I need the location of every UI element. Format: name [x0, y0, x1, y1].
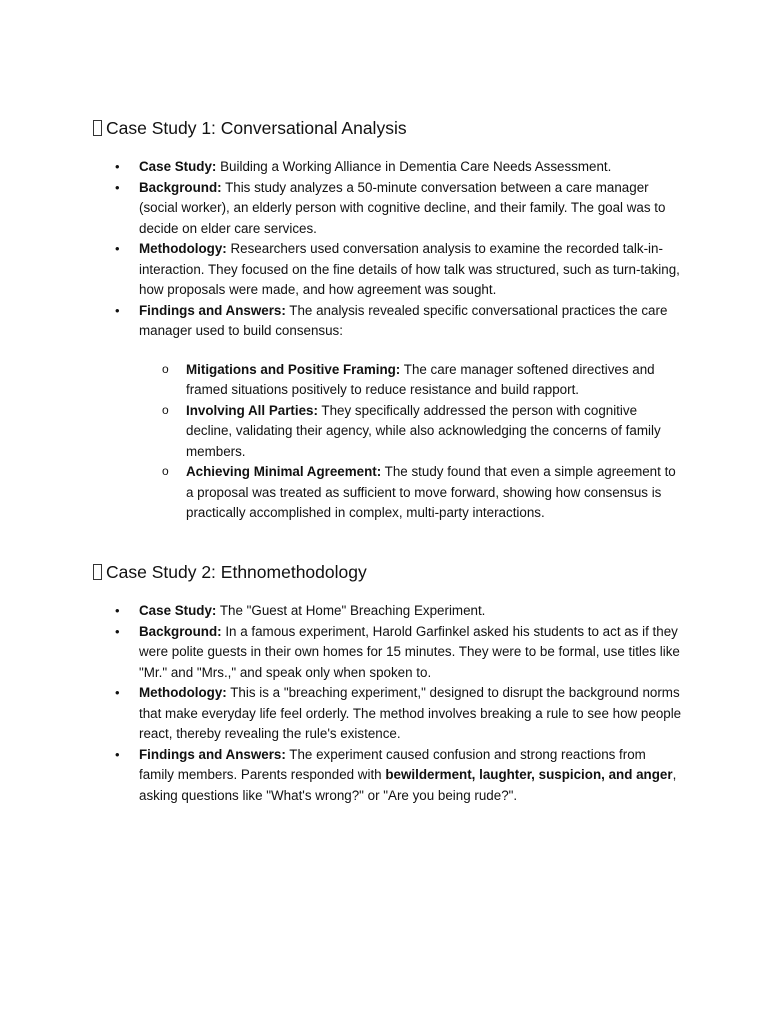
list-item	[139, 239, 683, 301]
case-study-1-section	[93, 116, 683, 524]
list-item	[139, 157, 683, 178]
item-text: In a famous experiment, Harold Garfinkel asked his students to act as if they were polite guests in their own homes for 15 minutes. They were to be formal, use titles like "Mr." and "Mrs.," and speak only when spoken to.	[139, 623, 680, 680]
sub-list-item	[186, 462, 683, 524]
missing-glyph-icon	[93, 120, 102, 136]
case-study-1-heading	[93, 116, 683, 140]
case-study-2-heading	[93, 560, 683, 584]
item-text: The experiment caused confusion and strong reactions from family members. Parents responded with	[139, 746, 646, 782]
sub-list-item	[186, 401, 683, 463]
heading-text: Case Study 2: Ethnomethodology	[106, 562, 367, 582]
subitem-label: Achieving Minimal Agreement:	[186, 464, 382, 479]
emphasis-text: bewilderment, laughter, suspicion, and anger	[385, 767, 673, 782]
item-label: Methodology:	[139, 241, 227, 256]
item-label: Background:	[139, 179, 222, 195]
item-text: This study analyzes a 50-minute conversation between a care manager (social worker), an elderly person with cognitive decline, and their family. The goal was to decide on elder care services.	[139, 179, 666, 236]
list-item	[139, 601, 683, 622]
item-text: Building a Working Alliance in Dementia Care Needs Assessment.	[216, 159, 612, 174]
list-item	[139, 683, 683, 745]
item-text-end: , asking questions like "What's wrong?" or "Are you being rude?".	[139, 767, 677, 803]
subitem-text: The study found that even a simple agreement to a proposal was treated as sufficient to move forward, showing how consensus is practically accomplished in complex, multi-party interactions.	[186, 464, 676, 520]
item-text: The "Guest at Home" Breaching Experiment.	[216, 603, 486, 618]
list-item	[139, 301, 683, 524]
subitem-label: Mitigations and Positive Framing:	[186, 361, 401, 377]
findings-sublist	[139, 360, 683, 524]
item-label: Findings and Answers:	[139, 302, 286, 318]
item-text: Researchers used conversation analysis to examine the recorded talk-in-interaction. They focused on the fine details of how talk was structured, such as turn-taking, how proposals were made, and how agreement was sought.	[139, 241, 680, 297]
item-text: This is a "breaching experiment," designed to disrupt the background norms that make everyday life feel orderly. The method involves breaking a rule to see how people react, thereby revealing the rule's existence.	[139, 685, 682, 741]
case-study-2-list	[93, 601, 683, 806]
missing-glyph-icon	[93, 564, 102, 580]
heading-text: Case Study 1: Conversational Analysis	[106, 118, 407, 138]
item-label: Background:	[139, 623, 222, 639]
subitem-text: The care manager softened directives and framed situations positively to reduce resistance and build rapport.	[186, 361, 655, 397]
item-label: Case Study:	[139, 159, 217, 174]
case-study-1-list	[93, 157, 683, 524]
sub-list-item	[186, 360, 683, 401]
list-item	[139, 178, 683, 240]
list-item	[139, 745, 683, 807]
item-label: Case Study:	[139, 603, 217, 618]
case-study-2-section	[93, 560, 683, 806]
item-label: Methodology:	[139, 685, 227, 700]
subitem-label: Involving All Parties:	[186, 402, 318, 418]
item-text: The analysis revealed specific conversational practices the care manager used to build consensus:	[139, 302, 668, 338]
list-item	[139, 622, 683, 684]
item-label: Findings and Answers:	[139, 746, 286, 762]
subitem-text: They specifically addressed the person with cognitive decline, validating their agency, while also acknowledging the concerns of family members.	[186, 402, 661, 459]
